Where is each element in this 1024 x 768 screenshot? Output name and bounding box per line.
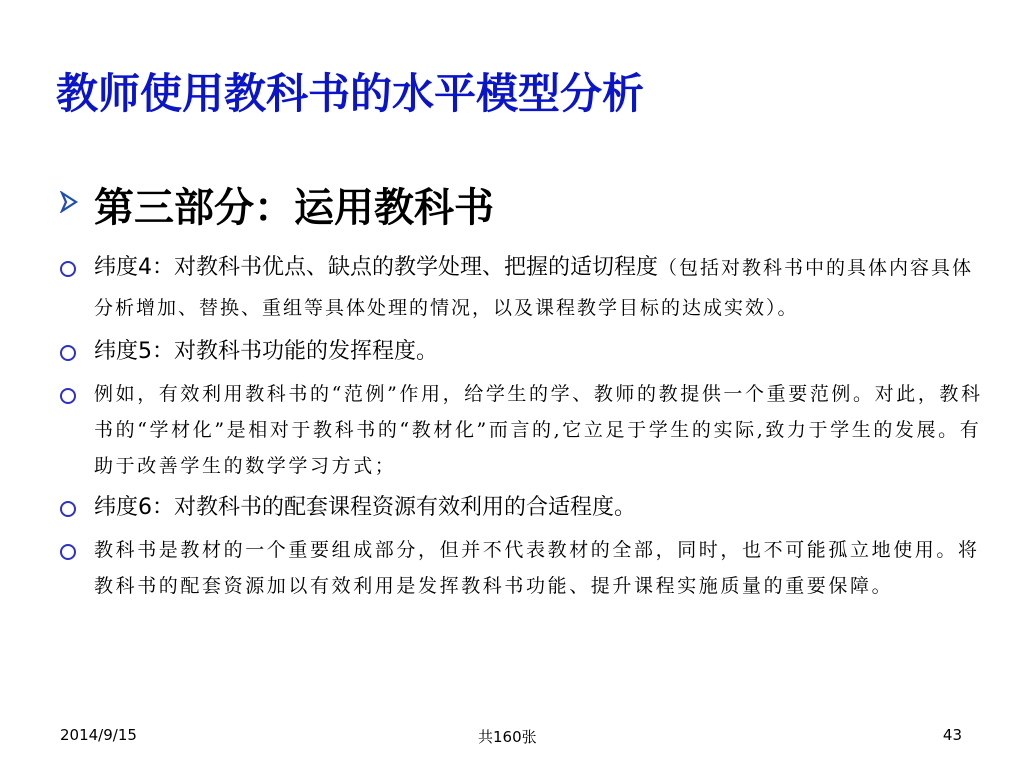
list-item-text: 纬度6：对教科书的配套课程资源有效利用的合适程度。 bbox=[94, 495, 636, 520]
circle-bullet-icon bbox=[60, 544, 76, 560]
list-item bbox=[56, 532, 986, 604]
list-item-text: 例如，有效利用教科书的“范例”作用，给学生的学、教师的教提供一个重要范例。对此，教科书的“学材化”是相对于教科书的“教材化”而言的,它立足于学生的实际,致力于学生的发展。有助于改善学生的数学学习方式； bbox=[94, 383, 983, 477]
list-item bbox=[56, 376, 986, 484]
circle-bullet-icon bbox=[60, 261, 76, 277]
list-item bbox=[56, 332, 986, 372]
footer-total-pages: 共160张 bbox=[478, 728, 537, 746]
circle-bullet-icon bbox=[60, 388, 76, 404]
circle-bullet-icon bbox=[60, 501, 76, 517]
slide-footer bbox=[0, 722, 1024, 750]
list-item-text: 教科书是教材的一个重要组成部分，但并不代表教材的全部，同时，也不可能孤立地使用。将教科书的配套资源加以有效利用是发挥教科书功能、提升课程实施质量的重要保障。 bbox=[94, 539, 980, 597]
footer-date: 2014/9/15 bbox=[60, 726, 137, 744]
list-item-note: （包括对教科书中的具体内容具体分析增加、替换、重组等具体处理的情况，以及课程教学目标的达成实效）。 bbox=[94, 257, 974, 319]
slide-content bbox=[56, 176, 986, 608]
list-item bbox=[56, 488, 986, 528]
list-item-text: 纬度4：对教科书优点、缺点的教学处理、把握的适切程度（包括对教科书中的具体内容具体分析增加、替换、重组等具体处理的情况，以及课程教学目标的达成实效）。 bbox=[94, 255, 974, 319]
list-item-text: 纬度5：对教科书功能的发挥程度。 bbox=[94, 339, 438, 364]
arrow-bullet-icon bbox=[58, 191, 80, 213]
section-heading-item bbox=[56, 176, 986, 240]
footer-page-number: 43 bbox=[942, 726, 962, 744]
section-heading: 第三部分：运用教科书 bbox=[94, 185, 494, 231]
slide-title: 教师使用教科书的水平模型分析 bbox=[56, 69, 645, 118]
circle-bullet-icon bbox=[60, 345, 76, 361]
list-item bbox=[56, 248, 986, 328]
